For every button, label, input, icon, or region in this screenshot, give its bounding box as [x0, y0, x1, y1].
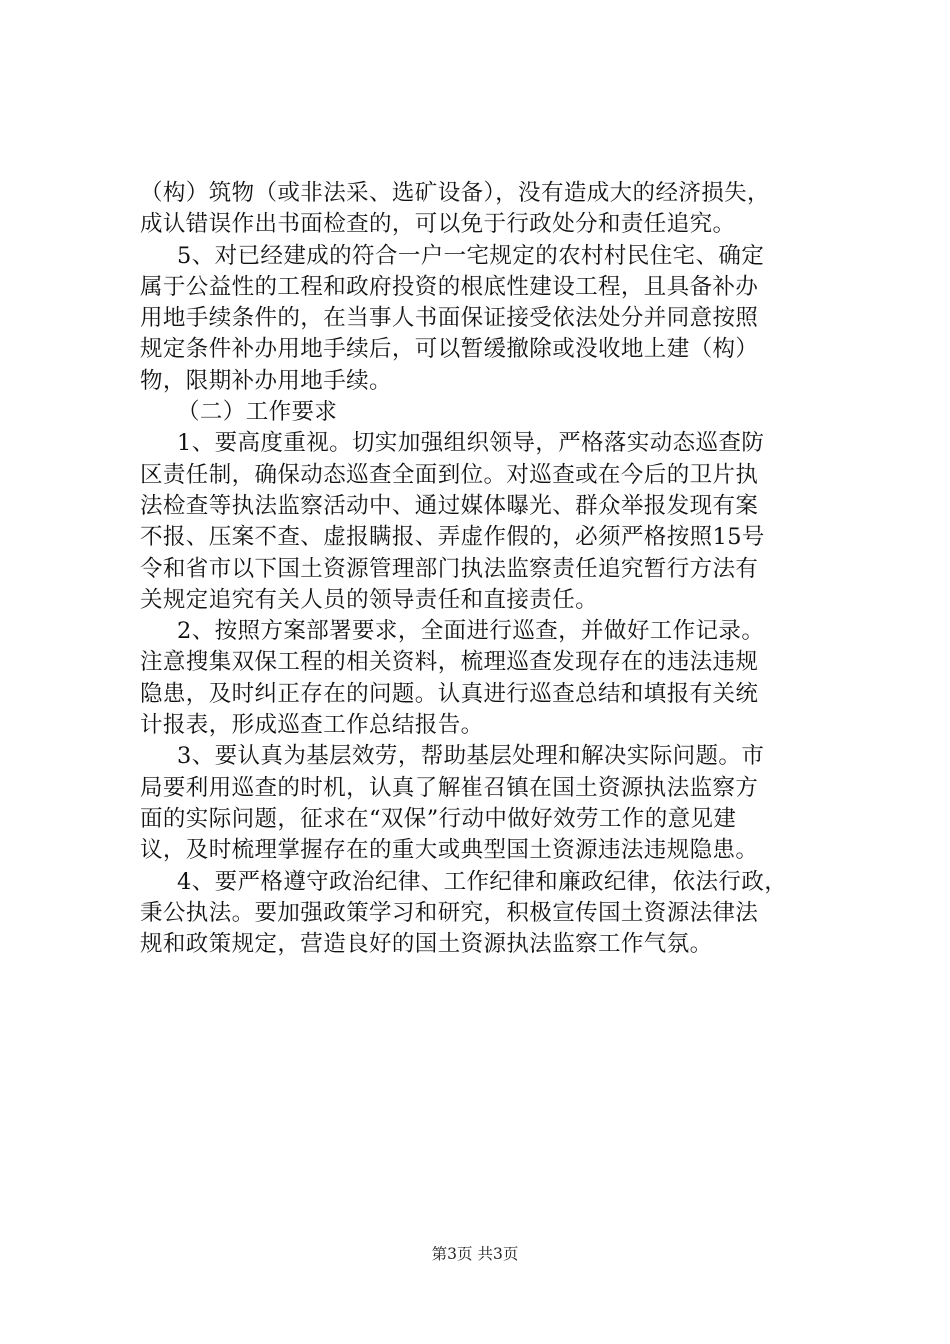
text-line: 物，限期补办用地手续。	[140, 367, 392, 394]
text-line: 4、要严格遵守政治纪律、工作纪律和廉政纪律，依法行政，	[177, 868, 788, 895]
text-line: 3、要认真为基层效劳，帮助基层处理和解决实际问题。市	[177, 743, 765, 770]
page-number: 第3页 共3页	[431, 1245, 519, 1263]
document-body	[140, 178, 840, 960]
text-line: 计报表，形成巡查工作总结报告。	[140, 712, 484, 739]
text-line: 规定条件补办用地手续后，可以暂缓撤除或没收地上建（构）	[140, 336, 759, 363]
text-line: 议，及时梳理掌握存在的重大或典型国土资源违法违规隐患。	[140, 837, 759, 864]
text-line: 令和省市以下国土资源管理部门执法监察责任追究暂行方法有	[140, 555, 759, 582]
text-line: 用地手续条件的，在当事人书面保证接受依法处分并同意按照	[140, 305, 759, 332]
text-line: 局要利用巡查的时机，认真了解崔召镇在国土资源执法监察方	[140, 774, 759, 801]
text-line: 面的实际问题，征求在“双保”行动中做好效劳工作的意见建	[140, 805, 737, 832]
text-line: 法检查等执法监察活动中、通过媒体曝光、群众举报发现有案	[140, 492, 759, 519]
text-line: 不报、压案不查、虚报瞒报、弄虚作假的，必须严格按照15号	[140, 524, 765, 551]
text-line: 属于公益性的工程和政府投资的根底性建设工程，且具备补办	[140, 273, 759, 300]
text-line: 5、对已经建成的符合一户一宅规定的农村村民住宅、确定	[177, 242, 765, 269]
text-line: 成认错误作出书面检查的，可以免于行政处分和责任追究。	[140, 211, 736, 238]
text-line: （构）筑物（或非法采、选矿设备），没有造成大的经济损失，	[140, 180, 770, 206]
text-line: 秉公执法。要加强政策学习和研究，积极宣传国土资源法律法	[140, 899, 759, 926]
text-line: 1、要高度重视。切实加强组织领导，严格落实动态巡查防	[177, 430, 765, 457]
text-line: 注意搜集双保工程的相关资料，梳理巡查发现存在的违法违规	[140, 649, 759, 676]
page-footer	[0, 1244, 950, 1264]
text-line: 规和政策规定，营造良好的国土资源执法监察工作气氛。	[140, 931, 713, 958]
text-line: 2、按照方案部署要求，全面进行巡查，并做好工作记录。	[177, 618, 765, 645]
section-heading: （二）工作要求	[177, 399, 338, 426]
text-line: 关规定追究有关人员的领导责任和直接责任。	[140, 586, 599, 613]
text-line: 区责任制，确保动态巡查全面到位。对巡查或在今后的卫片执	[140, 461, 759, 488]
text-line: 隐患，及时纠正存在的问题。认真进行巡查总结和填报有关统	[140, 680, 759, 707]
